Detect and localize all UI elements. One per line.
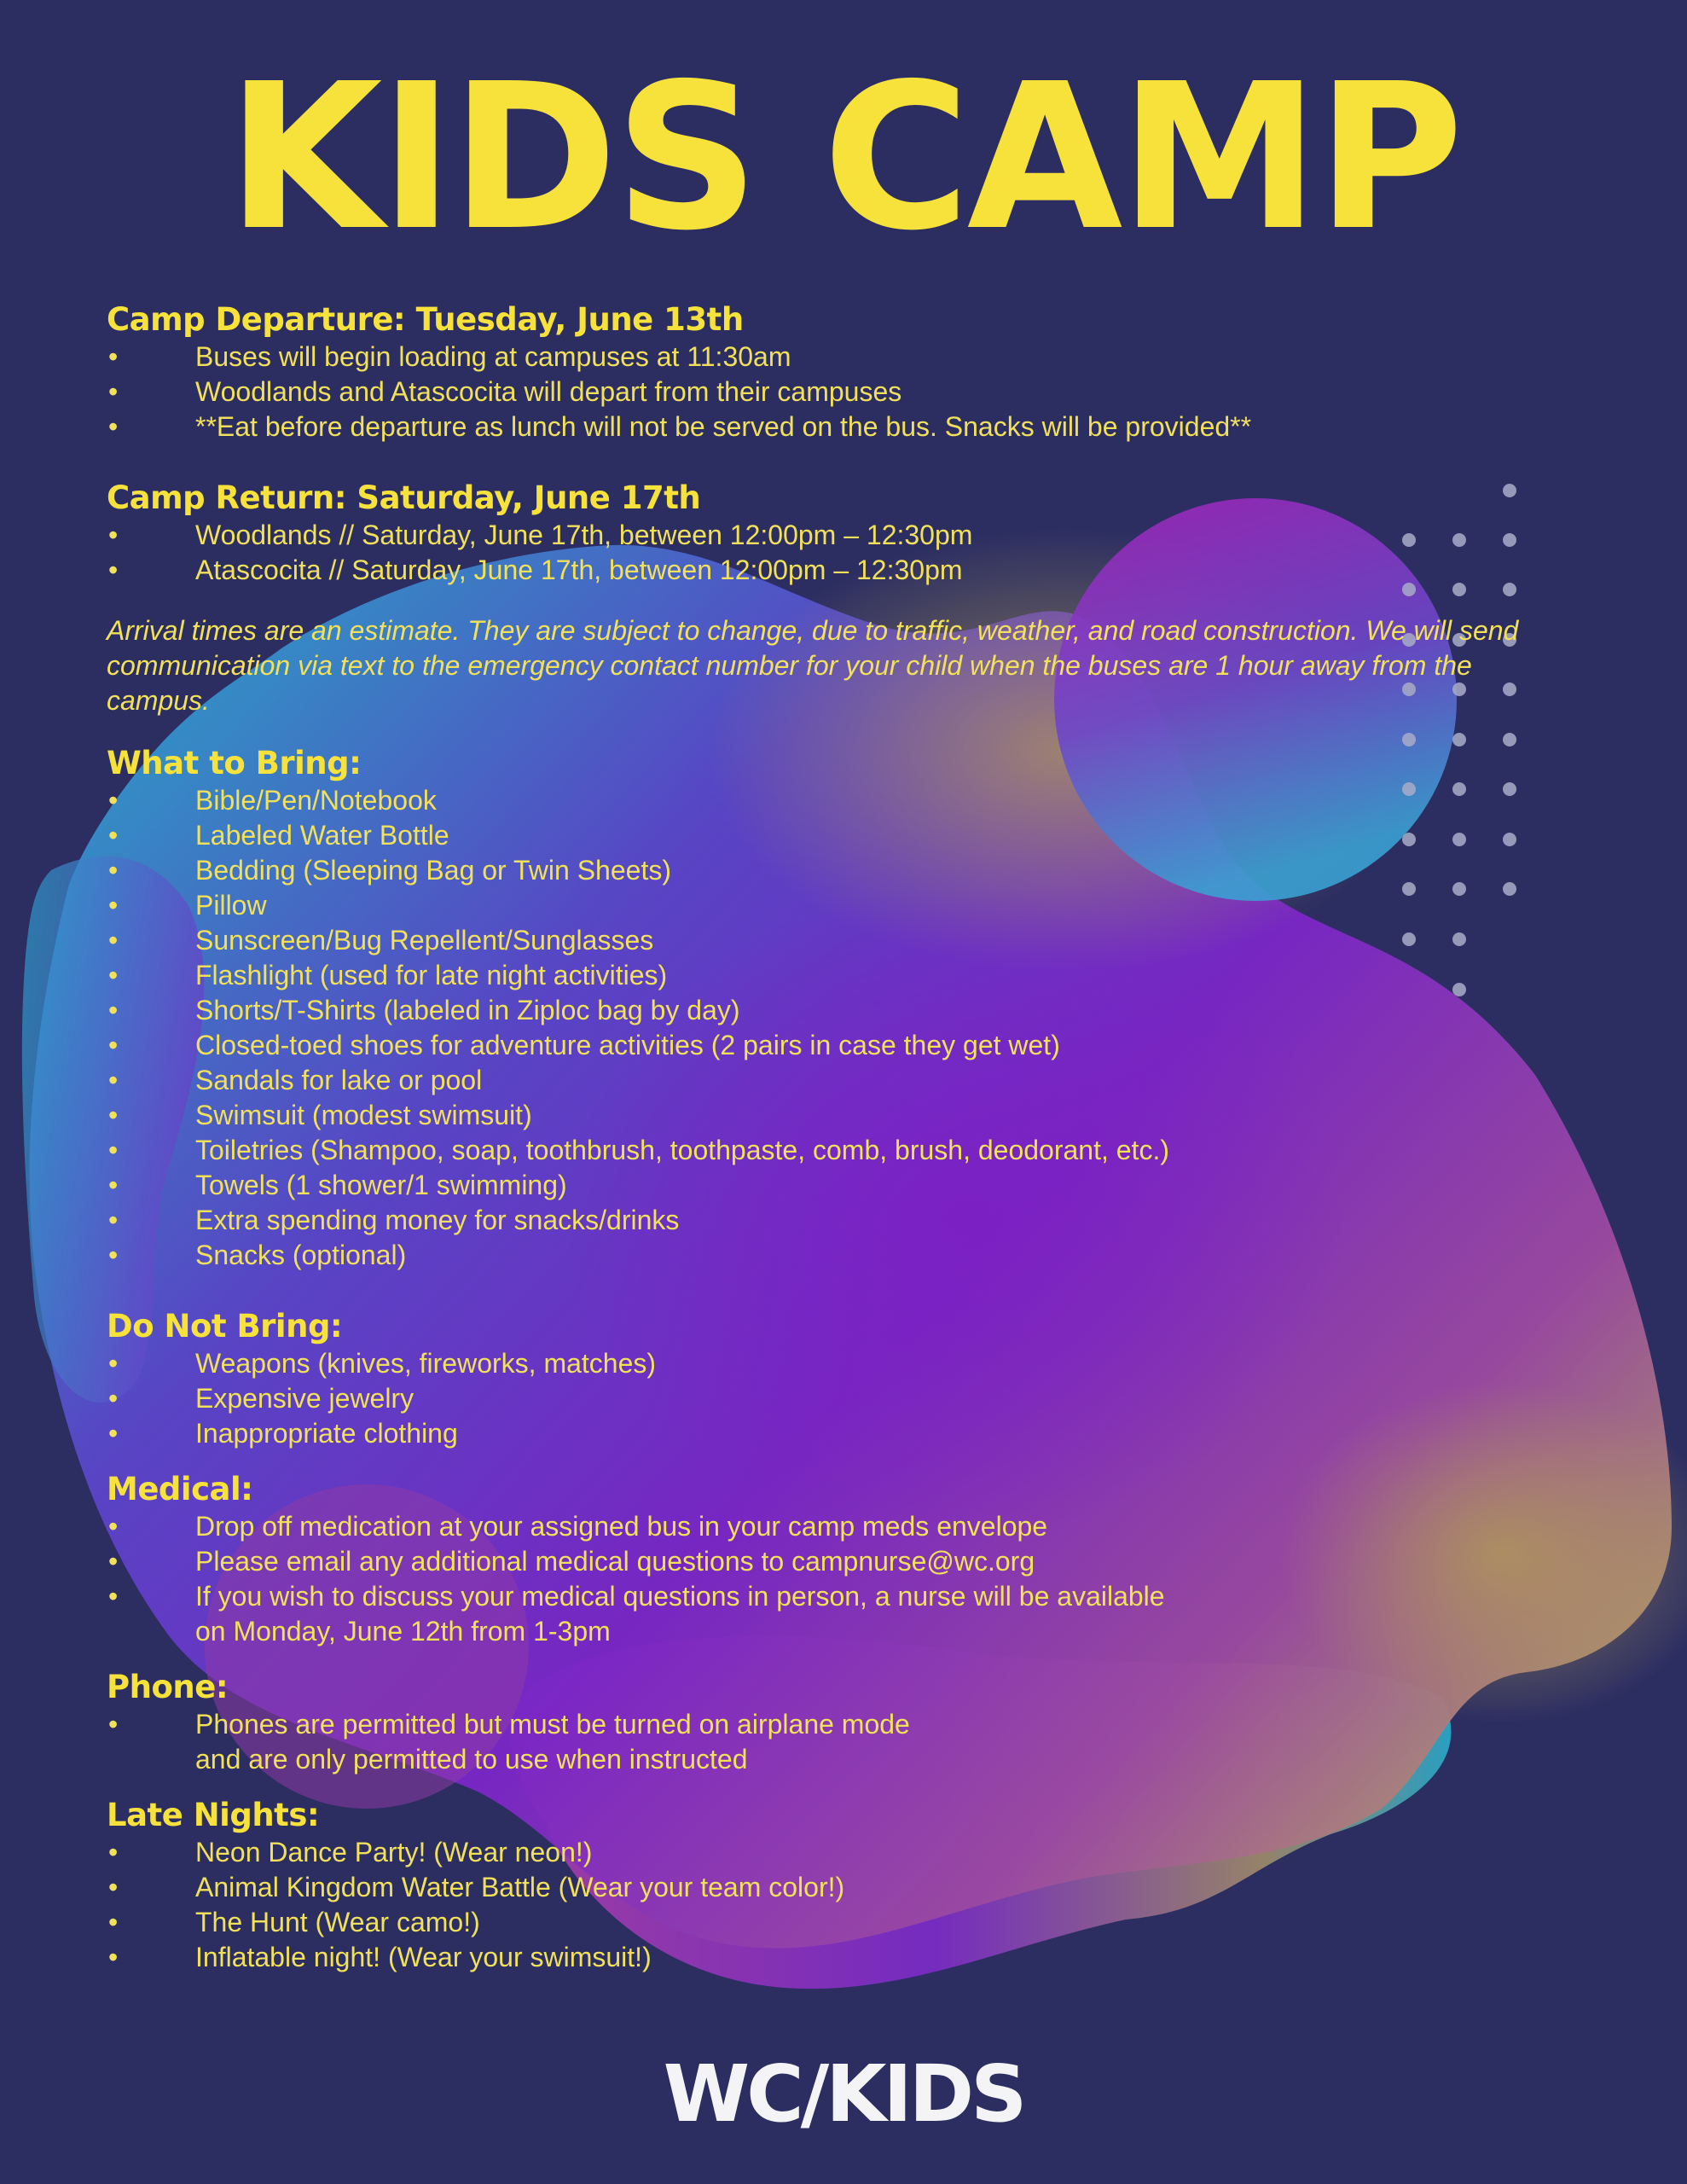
do-not-bring-list — [107, 1346, 1522, 1451]
bring-section — [107, 744, 1522, 1273]
departure-heading: Camp Departure: Tuesday, June 13th — [107, 301, 744, 338]
medical-continuation-line — [107, 1614, 1522, 1649]
list-item: • Bedding (Sleeping Bag or Twin Sheets) — [107, 853, 1522, 888]
list-item: • Atascocita // Saturday, June 17th, between 12:00pm – 12:30pm — [107, 553, 1522, 588]
list-item-continuation: and are only permitted to use when instructed — [195, 1744, 748, 1774]
list-item: • The Hunt (Wear camo!) — [107, 1905, 1522, 1940]
list-item: • Drop off medication at your assigned bus in your camp meds envelope — [107, 1509, 1522, 1544]
list-item: • Please email any additional medical questions to campnurse@wc.org — [107, 1544, 1522, 1579]
list-item: • Expensive jewelry — [107, 1381, 1522, 1416]
wc-kids-logo: WC/KIDS — [663, 2048, 1024, 2140]
list-item-continuation: on Monday, June 12th from 1-3pm — [195, 1616, 611, 1647]
medical-heading: Medical: — [107, 1471, 253, 1507]
medical-list — [107, 1509, 1522, 1614]
list-item: • Bible/Pen/Notebook — [107, 783, 1522, 818]
list-item: • Toiletries (Shampoo, soap, toothbrush, toothpaste, comb, brush, deodorant, etc.) — [107, 1133, 1522, 1168]
info-content — [107, 300, 1522, 1975]
list-item: • Neon Dance Party! (Wear neon!) — [107, 1835, 1522, 1870]
return-heading: Camp Return: Saturday, June 17th — [107, 479, 701, 516]
list-item: • Closed-toed shoes for adventure activities (2 pairs in case they get wet) — [107, 1028, 1522, 1063]
list-item: • Snacks (optional) — [107, 1238, 1522, 1273]
phone-section — [107, 1668, 1522, 1777]
late-nights-heading: Late Nights: — [107, 1797, 320, 1833]
list-item: • Buses will begin loading at campuses at 11:30am — [107, 340, 1522, 375]
late-nights-section — [107, 1796, 1522, 1975]
list-item: • Weapons (knives, fireworks, matches) — [107, 1346, 1522, 1381]
phone-continuation-line — [107, 1742, 1522, 1777]
list-item: • Sunscreen/Bug Repellent/Sunglasses — [107, 923, 1522, 958]
return-list — [107, 518, 1522, 588]
list-item: • **Eat before departure as lunch will not be served on the bus. Snacks will be provided** — [107, 410, 1522, 444]
arrival-note: Arrival times are an estimate. They are subject to change, due to traffic, weather, and road construction. We will send communication via text to the emergency contact number for your child when the buses are 1 hour away from the campus. — [107, 615, 1519, 716]
list-item: • Pillow — [107, 888, 1522, 923]
do-not-bring-heading: Do Not Bring: — [107, 1308, 343, 1345]
bring-list — [107, 783, 1522, 1273]
list-item: • Swimsuit (modest swimsuit) — [107, 1098, 1522, 1133]
list-item: • Towels (1 shower/1 swimming) — [107, 1168, 1522, 1203]
list-item: • Animal Kingdom Water Battle (Wear your team color!) — [107, 1870, 1522, 1905]
list-item: • If you wish to discuss your medical questions in person, a nurse will be available — [107, 1579, 1522, 1614]
list-item: • Inappropriate clothing — [107, 1416, 1522, 1451]
list-item: • Woodlands // Saturday, June 17th, between 12:00pm – 12:30pm — [107, 518, 1522, 553]
list-item: • Labeled Water Bottle — [107, 818, 1522, 853]
list-item: • Flashlight (used for late night activities) — [107, 958, 1522, 993]
phone-list — [107, 1707, 1522, 1742]
list-item: • Sandals for lake or pool — [107, 1063, 1522, 1098]
return-section — [107, 479, 1522, 718]
medical-section — [107, 1470, 1522, 1649]
list-item: • Inflatable night! (Wear your swimsuit!) — [107, 1940, 1522, 1975]
do-not-bring-section — [107, 1307, 1522, 1451]
late-nights-list — [107, 1835, 1522, 1975]
poster-title: KIDS CAMP — [226, 40, 1461, 275]
bring-heading: What to Bring: — [107, 745, 362, 781]
departure-list — [107, 340, 1522, 444]
departure-section — [107, 300, 1522, 444]
list-item: • Shorts/T-Shirts (labeled in Ziploc bag by day) — [107, 993, 1522, 1028]
list-item: • Extra spending money for snacks/drinks — [107, 1203, 1522, 1238]
list-item: • Phones are permitted but must be turned on airplane mode — [107, 1707, 1522, 1742]
phone-heading: Phone: — [107, 1669, 229, 1705]
list-item: • Woodlands and Atascocita will depart from their campuses — [107, 375, 1522, 410]
